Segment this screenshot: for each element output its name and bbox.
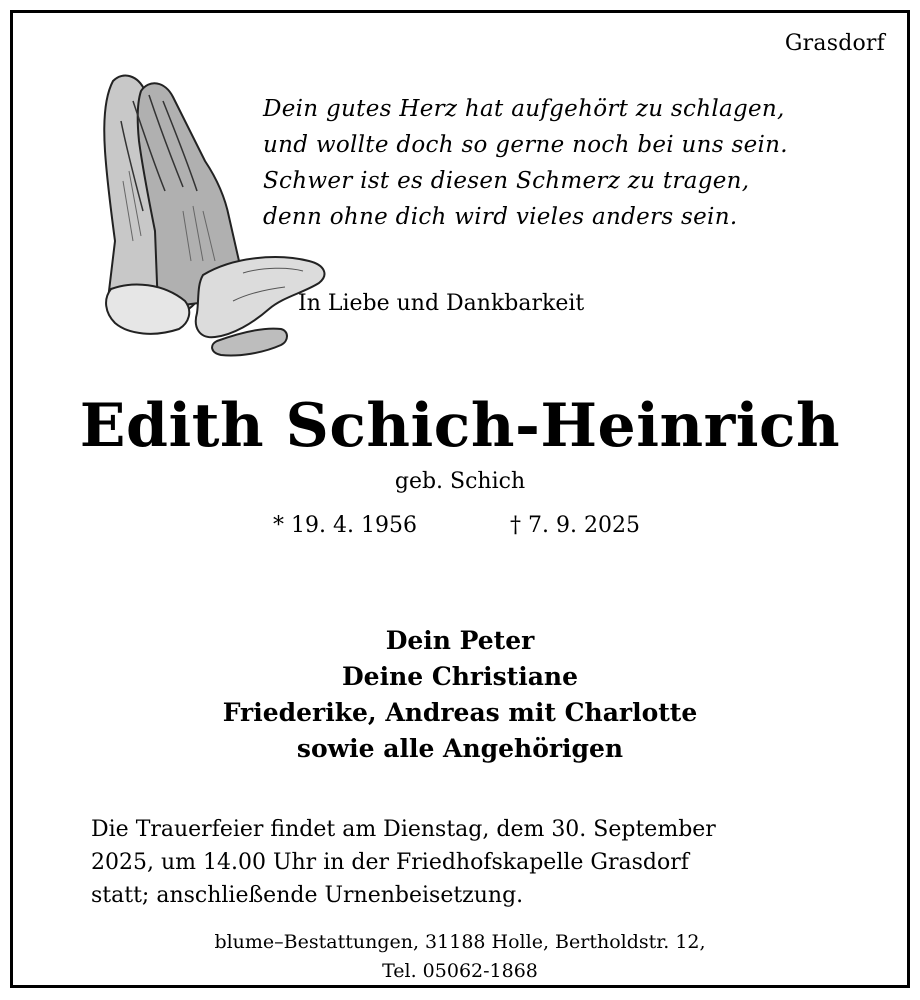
birth-name: geb. Schich — [394, 469, 526, 494]
verse-line: denn ohne dich wird vieles anders sein. — [263, 204, 738, 230]
verse-line: und wollte doch so gerne noch bei uns sein. — [263, 132, 788, 158]
place-name: Grasdorf — [784, 31, 885, 56]
mourner: Deine Christiane — [341, 662, 578, 691]
death-date: † 7. 9. 2025 — [510, 513, 640, 538]
mourner: Friederike, Andreas mit Charlotte — [222, 698, 698, 727]
undertaker-phone: Tel. 05062-1868 — [382, 960, 538, 982]
service-line: 2025, um 14.00 Uhr in der Friedhofskapelle Grasdorf — [91, 850, 689, 875]
verse-line: Schwer ist es diesen Schmerz zu tragen, — [263, 168, 750, 194]
service-line: statt; anschließende Urnenbeisetzung. — [91, 883, 524, 908]
undertaker-info — [13, 928, 907, 986]
verse-line: Dein gutes Herz hat aufgehört zu schlagen, — [263, 96, 785, 122]
dedication: In Liebe und Dankbarkeit — [298, 291, 585, 316]
deceased-name: Edith Schich-Heinrich — [79, 391, 841, 461]
mourner: Dein Peter — [385, 626, 535, 655]
undertaker-address: blume–Bestattungen, 31188 Holle, Bertholdstr. 12, — [214, 931, 706, 953]
obituary-notice — [10, 10, 910, 988]
mourner: sowie alle Angehörigen — [296, 734, 624, 763]
birth-date: * 19. 4. 1956 — [273, 513, 417, 538]
memorial-verse — [263, 91, 863, 235]
mourners-list — [13, 623, 907, 767]
funeral-service-info — [91, 813, 851, 912]
service-line: Die Trauerfeier findet am Dienstag, dem 30. September — [91, 817, 716, 842]
